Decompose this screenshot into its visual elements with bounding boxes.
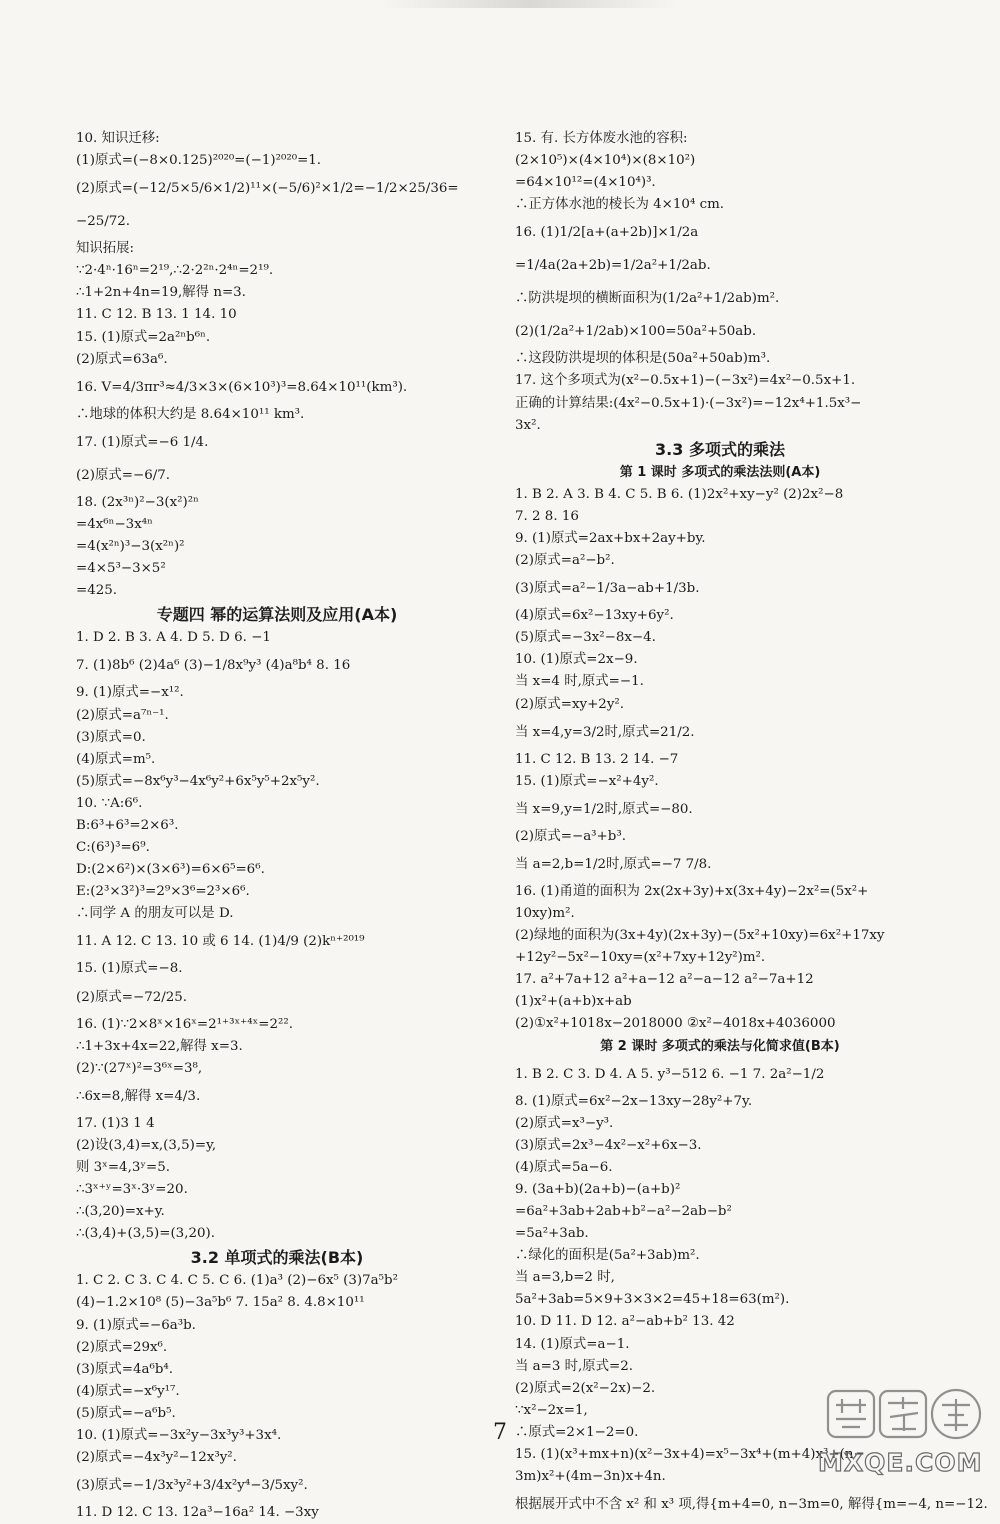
answer-line: C:(6³)³=6⁹. bbox=[76, 840, 150, 856]
answer-line: 16. (1)甬道的面积为 2x(2x+3y)+x(3x+4y)−2x²=(5x²+ bbox=[515, 883, 869, 899]
answer-line: 8. (1)原式=6x²−2x−13xy−28y²+7y. bbox=[515, 1093, 753, 1109]
answer-line: (1)x²+(a+b)x+ab bbox=[515, 994, 632, 1010]
answer-line: E:(2³×3²)³=2⁹×3⁶=2³×6⁶. bbox=[76, 884, 250, 900]
answer-line: 3x². bbox=[515, 417, 541, 433]
answer-line: D:(2×6²)×(3×6³)=6×6⁵=6⁶. bbox=[76, 862, 265, 878]
answer-line: (3)原式=−1/3x³y²+3/4x²y⁴−3/5xy². bbox=[76, 1478, 308, 1494]
answer-line: =4×5³−3×5² bbox=[76, 561, 166, 577]
answer-line: 当 a=3,b=2 时, bbox=[515, 1270, 615, 1286]
answer-line: 10. (1)原式=2x−9. bbox=[515, 652, 638, 668]
answer-line: (2)(1/2a²+1/2ab)×100=50a²+50ab. bbox=[515, 324, 757, 340]
answer-line: (2)①x²+1018x−2018000 ②x²−4018x+4036000 bbox=[515, 1016, 836, 1032]
answer-line: (4)原式=−x⁶y¹⁷. bbox=[76, 1383, 180, 1399]
answer-line: ∴地球的体积大约是 8.64×10¹¹ km³. bbox=[76, 406, 305, 422]
answer-line: (2)原式=−a³+b³. bbox=[515, 828, 626, 844]
answer-line: (3)原式=0. bbox=[76, 729, 146, 745]
answer-line: 3m)x²+(4m−3n)x+4n. bbox=[515, 1469, 666, 1485]
answer-line: (4)原式=6x²−13xy+6y². bbox=[515, 608, 674, 624]
answer-line: −25/72. bbox=[76, 214, 131, 230]
right-column bbox=[515, 128, 988, 1521]
answer-line: 17. 这个多项式为(x²−0.5x+1)−(−3x²)=4x²−0.5x+1. bbox=[515, 373, 856, 389]
answer-line: ∴6x=8,解得 x=4/3. bbox=[76, 1088, 201, 1104]
answer-line: 当 a=3 时,原式=2. bbox=[515, 1358, 634, 1374]
answer-line: 15. (1)(x³+mx+n)(x²−3x+4)=x⁵−3x⁴+(m+4)x³+(n− bbox=[515, 1447, 865, 1463]
answer-line: (1)原式=(−8×0.125)²⁰²⁰=(−1)²⁰²⁰=1. bbox=[76, 153, 322, 169]
answer-line: (3)原式=2x³−4x²−x²+6x−3. bbox=[515, 1137, 702, 1153]
answer-line: ∴防洪堤坝的横断面积为(1/2a²+1/2ab)m². bbox=[515, 291, 780, 307]
answer-line: (3)原式=4a⁶b⁴. bbox=[76, 1361, 174, 1377]
answer-line: 9. (1)原式=−6a³b. bbox=[76, 1317, 196, 1333]
answer-line: (4)原式=m⁵. bbox=[76, 751, 156, 767]
answer-line: ∵2·4ⁿ·16ⁿ=2¹⁹,∴2·2²ⁿ·2⁴ⁿ=2¹⁹. bbox=[76, 263, 274, 279]
answer-line: 7. 2 8. 16 bbox=[515, 508, 579, 524]
answer-line: 17. (1)3 1 4 bbox=[76, 1115, 155, 1131]
answer-line: 17. (1)原式=−6 1/4. bbox=[76, 434, 209, 450]
lesson-heading: 第 1 课时 多项式的乘法法则(A本) bbox=[619, 464, 821, 480]
answer-line: 14. (1)原式=a−1. bbox=[515, 1336, 630, 1352]
answer-line: (2)原式=x³−y³. bbox=[515, 1115, 614, 1131]
answer-line: 5a²+3ab=5×9+3×3×2=45+18=63(m²). bbox=[515, 1292, 790, 1308]
answer-line: =4(x²ⁿ)³−3(x²ⁿ)² bbox=[76, 539, 185, 555]
answer-line: (2)原式=29x⁶. bbox=[76, 1339, 168, 1355]
answer-line: =4x⁶ⁿ−3x⁴ⁿ bbox=[76, 516, 153, 532]
answer-line: +12y²−5x²−10xy=(x²+7xy+12y²)m². bbox=[515, 950, 766, 966]
answer-line: 1. B 2. A 3. B 4. C 5. B 6. (1)2x²+xy−y² (2)2x²−8 bbox=[515, 486, 844, 502]
answer-line: 当 x=4 时,原式=−1. bbox=[515, 674, 644, 690]
answer-line: ∴1+3x+4x=22,解得 x=3. bbox=[76, 1038, 243, 1054]
answer-line: 当 x=9,y=1/2时,原式=−80. bbox=[515, 801, 693, 817]
answer-line: 9. (1)原式=2ax+bx+2ay+by. bbox=[515, 530, 706, 546]
answer-line: 16. V=4/3πr³≈4/3×3×(6×10³)³=8.64×10¹¹(km³). bbox=[76, 379, 408, 395]
answer-line: (2)原式=2(x²−2x)−2. bbox=[515, 1380, 656, 1396]
answer-line: 11. C 12. B 13. 1 14. 10 bbox=[76, 307, 237, 323]
answer-line: ∴(3,20)=x+y. bbox=[76, 1204, 165, 1220]
answer-line: 18. (2x³ⁿ)²−3(x²)²ⁿ bbox=[76, 494, 199, 510]
answer-line: 10xy)m². bbox=[515, 905, 575, 921]
answer-line: 11. A 12. C 13. 10 或 6 14. (1)4/9 (2)kⁿ⁺²⁰¹⁹ bbox=[76, 934, 365, 950]
answer-line: (5)原式=−8x⁶y³−4x⁶y²+6x⁵y⁵+2x⁵y². bbox=[76, 773, 320, 789]
answer-line: 11. D 12. C 13. 12a³−16a² 14. −3xy bbox=[76, 1505, 319, 1521]
answer-line: =425. bbox=[76, 583, 118, 599]
answer-line: 15. (1)原式=−8. bbox=[76, 961, 183, 977]
answer-line: (4)原式=5a−6. bbox=[515, 1159, 613, 1175]
answer-line: B:6³+6³=2×6³. bbox=[76, 817, 179, 833]
answer-line: 当 a=2,b=1/2时,原式=−7 7/8. bbox=[515, 856, 712, 872]
answer-line: 则 3ˣ=4,3ʸ=5. bbox=[76, 1160, 171, 1175]
answer-line: 10. (1)原式=−3x²y−3x³y³+3x⁴. bbox=[76, 1428, 282, 1444]
answer-line: 9. (3a+b)(2a+b)−(a+b)² bbox=[515, 1181, 681, 1197]
answer-line: (2)设(3,4)=x,(3,5)=y, bbox=[76, 1137, 217, 1153]
answer-line: ∴这段防洪堤坝的体积是(50a²+50ab)m³. bbox=[515, 351, 771, 367]
answer-line: (4)−1.2×10⁸ (5)−3a⁵b⁶ 7. 15a² 8. 4.8×10¹¹ bbox=[76, 1295, 365, 1311]
answer-line: =64×10¹²=(4×10⁴)³. bbox=[515, 175, 656, 191]
answer-line: 1. B 2. C 3. D 4. A 5. y³−512 6. −1 7. 2a²−1/2 bbox=[515, 1066, 825, 1082]
answer-line: ∴3ˣ⁺ʸ=3ˣ·3ʸ=20. bbox=[76, 1182, 188, 1198]
answer-line: ∴正方体水池的棱长为 4×10⁴ cm. bbox=[515, 197, 725, 213]
page-number: 7 bbox=[493, 1420, 507, 1445]
left-column bbox=[76, 128, 478, 1524]
lesson-heading: 第 2 课时 多项式的乘法与化简求值(B本) bbox=[600, 1038, 840, 1054]
answer-line: 11. C 12. B 13. 2 14. −7 bbox=[515, 751, 679, 767]
answer-line: 9. (1)原式=−x¹². bbox=[76, 685, 184, 701]
answer-line: 16. (1)∵2×8ˣ×16ˣ=2¹⁺³ˣ⁺⁴ˣ=2²². bbox=[76, 1016, 293, 1032]
answer-line: ∴原式=2×1−2=0. bbox=[515, 1424, 639, 1440]
section-heading: 专题四 幂的运算法则及应用(A本) bbox=[156, 605, 398, 625]
answer-line: (2)原式=a²−b². bbox=[515, 553, 615, 569]
answer-line: 1. C 2. C 3. C 4. C 5. C 6. (1)a³ (2)−6x⁵ (3)7a⁵b² bbox=[76, 1273, 398, 1289]
answer-line: ∴绿化的面积是(5a²+3ab)m². bbox=[515, 1248, 700, 1264]
watermark-site: MXQE.COM bbox=[818, 1448, 983, 1477]
answer-line: (2)原式=−6/7. bbox=[76, 467, 170, 483]
section-heading: 3.2 单项式的乘法(B本) bbox=[190, 1248, 364, 1268]
answer-line: =1/4a(2a+2b)=1/2a²+1/2ab. bbox=[515, 258, 711, 274]
answer-line: =6a²+3ab+2ab+b²−a²−2ab−b² bbox=[515, 1204, 732, 1219]
answer-line: (2)原式=a⁷ⁿ⁻¹. bbox=[76, 707, 169, 723]
answer-line: (2)原式=−4x³y²−12x³y². bbox=[76, 1450, 237, 1466]
answer-line: 7. (1)8b⁶ (2)4a⁶ (3)−1/8x⁹y³ (4)a⁸b⁴ 8. 16 bbox=[76, 658, 351, 674]
answer-line: 根据展开式中不含 x² 和 x³ 项,得{m+4=0, n−3m=0, 解得{m=−4, n=−12. bbox=[515, 1497, 988, 1513]
answer-line: (2×10⁵)×(4×10⁴)×(8×10²) bbox=[515, 153, 696, 169]
scan-edge bbox=[380, 0, 680, 8]
answer-line: ∴同学 A 的朋友可以是 D. bbox=[76, 906, 234, 922]
answer-line: 10. 知识迁移: bbox=[76, 131, 160, 146]
answer-line: (2)原式=(−12/5×5/6×1/2)¹¹×(−5/6)²×1/2=−1/2×25/36= bbox=[76, 181, 459, 197]
answer-line: 15. (1)原式=2a²ⁿb⁶ⁿ. bbox=[76, 329, 211, 345]
answer-line: (2)原式=63a⁶. bbox=[76, 351, 168, 367]
answer-line: ∴(3,4)+(3,5)=(3,20). bbox=[76, 1226, 215, 1242]
answer-line: 知识拓展: bbox=[76, 241, 135, 257]
answer-line: =5a²+3ab. bbox=[515, 1226, 589, 1242]
answer-line: ∵x²−2x=1, bbox=[515, 1402, 588, 1418]
answer-line: 17. a²+7a+12 a²+a−12 a²−a−12 a²−7a+12 bbox=[515, 972, 814, 988]
answer-line: 16. (1)1/2[a+(a+2b)]×1/2a bbox=[515, 225, 699, 241]
answer-line: ∴1+2n+4n=19,解得 n=3. bbox=[76, 285, 246, 301]
answer-line: (2)绿地的面积为(3x+4y)(2x+3y)−(5x²+10xy)=6x²+17xy bbox=[515, 928, 885, 944]
answer-line: 10. D 11. D 12. a²−ab+b² 13. 42 bbox=[515, 1314, 735, 1330]
answer-line: 1. D 2. B 3. A 4. D 5. D 6. −1 bbox=[76, 630, 271, 646]
answer-line: (2)∵(27ˣ)²=3⁶ˣ=3⁸, bbox=[76, 1060, 203, 1076]
section-heading: 3.3 多项式的乘法 bbox=[655, 439, 785, 459]
answer-line: (2)原式=xy+2y². bbox=[515, 696, 625, 712]
answer-line: 正确的计算结果:(4x²−0.5x+1)·(−3x²)=−12x⁴+1.5x³− bbox=[515, 395, 862, 411]
answer-line: (3)原式=a²−1/3a−ab+1/3b. bbox=[515, 581, 700, 597]
answer-line: (5)原式=−3x²−8x−4. bbox=[515, 630, 656, 646]
answer-line: 当 x=4,y=3/2时,原式=21/2. bbox=[515, 724, 695, 740]
answer-line: (5)原式=−a⁶b⁵. bbox=[76, 1405, 176, 1421]
answer-line: (2)原式=−72/25. bbox=[76, 989, 188, 1005]
answer-line: 15. (1)原式=−x²+4y². bbox=[515, 773, 659, 789]
answer-line: 10. ∵A:6⁶. bbox=[76, 795, 143, 811]
answer-line: 15. 有. 长方体废水池的容积: bbox=[515, 131, 688, 146]
